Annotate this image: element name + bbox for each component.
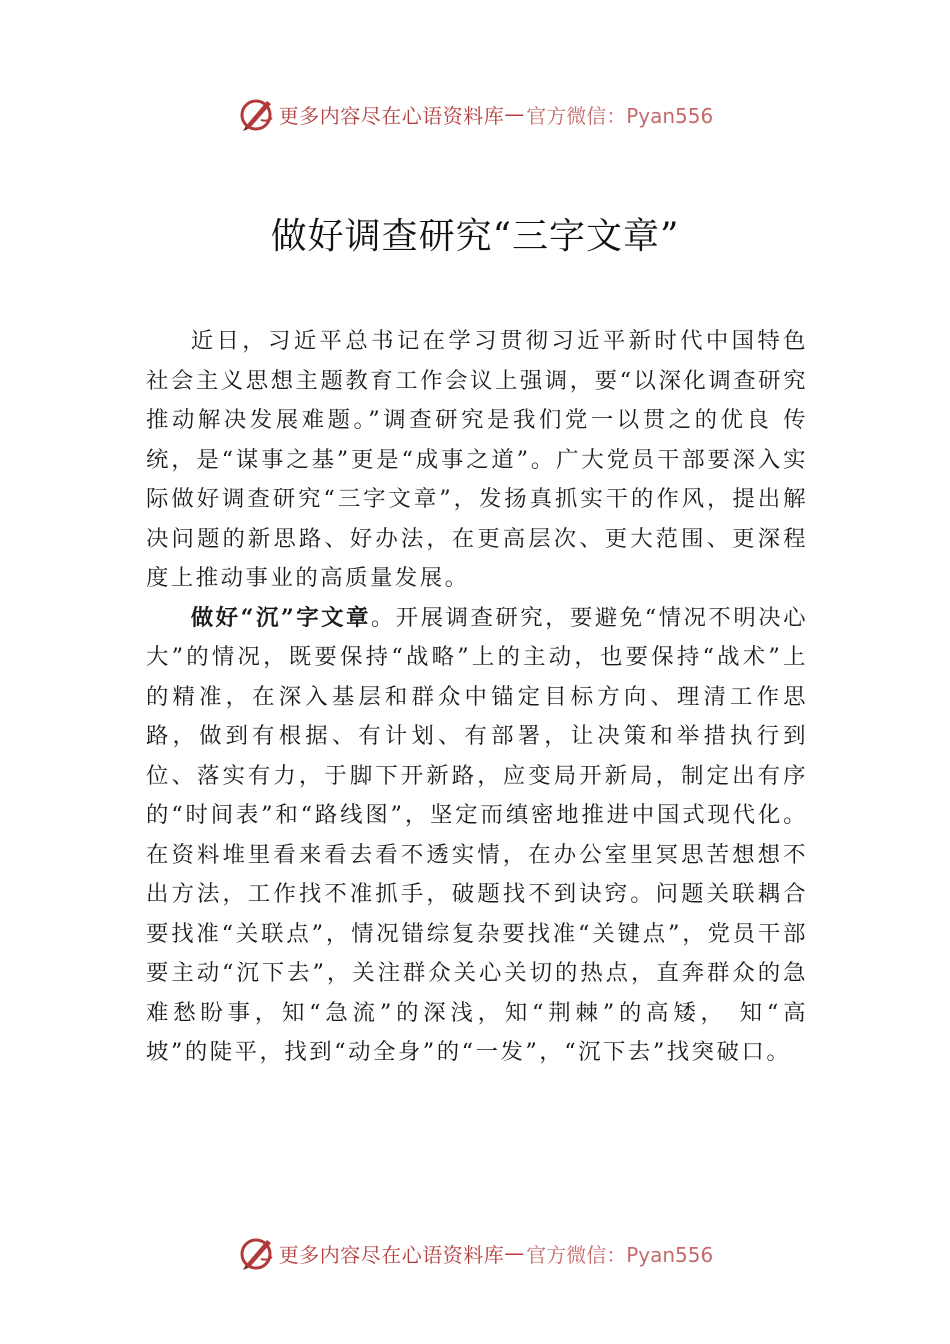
watermark-contact: 官方微信：Pyan556: [526, 103, 714, 128]
document-title: 做好调查研究“三字文章”: [270, 216, 680, 257]
watermark-contact: 官方微信：Pyan556: [526, 1242, 714, 1267]
pen-logo-icon: [237, 94, 277, 134]
pen-logo-icon: [237, 1233, 277, 1273]
footer-watermark: [0, 1233, 950, 1273]
section-paragraph: [146, 599, 808, 1073]
watermark-dash: —: [504, 102, 525, 126]
paragraph-text: 。开展调查研究，要避免“情况不明决心大”的情况，既要保持“战略”上的主动，也要保持“战术”上的精准，在深入基层和群众中锚定目标方向、理清工作思路，做到有根据、有计划、有部署，让决策和举措执行到位、落实有力，于脚下开新路，应变局开新局，制定出有序的“时间表”和“路线图”，坚定而缜密地推进中国式现代化。在资料堆里看来看去看不透实情，在办公室里冥思苦想想不出方法，工作找不准抓手，破题找不到诀窍。问题关联耦合要找准“关联点”，情况错综复杂要找准“关键点”，党员干部要主动“沉下去”，关注群众关心关切的热点，直奔群众的急难愁盼事，知“急流”的深浅，知“荆棘”的高矮， 知“高坡”的陡平，找到“动全身”的“一发”，“沉下去”找突破口。: [146, 604, 808, 1065]
document-body: [146, 322, 808, 1073]
watermark-site-name: 更多内容尽在心语资料库: [278, 103, 505, 128]
paragraph-text: 近日，习近平总书记在学习贯彻习近平新时代中国特色社会主义思想主题教育工作会议上强调，要“以深化调查研究推动解决发展难题。”调查研究是我们党一以贯之的优良 传统，是“谋事之基”更是“成事之道”。广大党员干部要深入实际做好调查研究“三字文章”，发扬真抓实干的作风，提出解决问题的新思路、好办法，在更高层次、更大范围、更深程度上推动事业的高质量发展。: [146, 328, 808, 591]
header-watermark: [0, 94, 950, 134]
watermark-dash: —: [504, 1241, 525, 1265]
section-heading: 做好“沉”字文章: [190, 604, 371, 631]
watermark-site-name: 更多内容尽在心语资料库: [278, 1242, 505, 1267]
intro-paragraph: [146, 322, 808, 599]
